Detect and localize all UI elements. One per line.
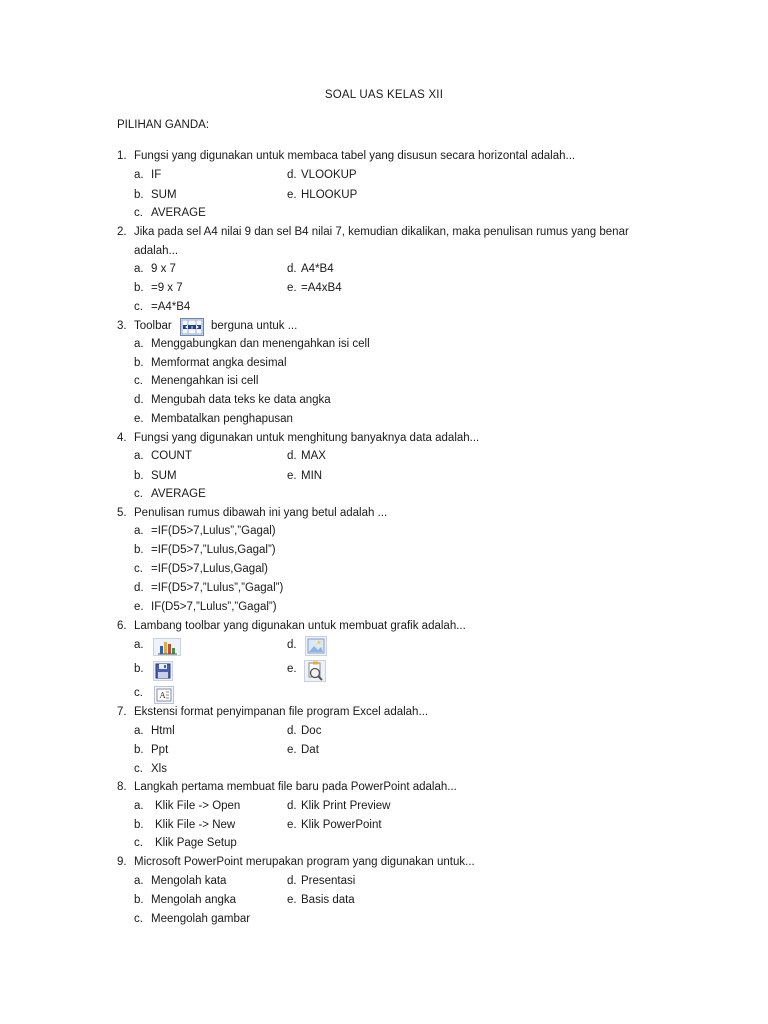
option-d: Mengubah data teks ke data angka bbox=[151, 394, 331, 406]
option-letter: e. bbox=[287, 282, 297, 294]
option-a: IF bbox=[151, 169, 162, 181]
option-letter: c. bbox=[134, 301, 143, 313]
option-letter: d. bbox=[287, 263, 297, 275]
question-number: 6. bbox=[117, 620, 127, 632]
option-letter: d. bbox=[287, 169, 297, 181]
option-b: SUM bbox=[151, 189, 177, 201]
question-number: 9. bbox=[117, 856, 127, 868]
question-text: Microsoft PowerPoint merupakan program yang digunakan untuk... bbox=[134, 856, 475, 868]
option-letter: e. bbox=[287, 819, 297, 831]
question-text: Lambang toolbar yang digunakan untuk membuat grafik adalah... bbox=[134, 620, 466, 632]
option-b: Mengolah angka bbox=[151, 894, 237, 906]
option-a: COUNT bbox=[151, 450, 192, 462]
option-letter: c. bbox=[134, 488, 143, 500]
option-letter: c. bbox=[134, 913, 143, 925]
option-d: Doc bbox=[301, 725, 322, 737]
option-letter: b. bbox=[134, 744, 144, 756]
option-letter: b. bbox=[134, 357, 144, 369]
option-e: Klik PowerPoint bbox=[301, 819, 382, 831]
question-text: Ekstensi format penyimpanan file program Excel adalah... bbox=[134, 706, 429, 718]
text-box-icon bbox=[154, 686, 174, 707]
question-number: 8. bbox=[117, 781, 127, 793]
section-title: PILIHAN GANDA: bbox=[117, 119, 210, 131]
option-letter: a. bbox=[134, 450, 144, 462]
merge-and-center-icon bbox=[180, 318, 204, 339]
option-a: Klik File -> Open bbox=[155, 800, 241, 812]
question-number: 2. bbox=[117, 226, 127, 238]
option-c: Klik Page Setup bbox=[155, 837, 237, 849]
question-number: 4. bbox=[117, 432, 127, 444]
question-text: Fungsi yang digunakan untuk membaca tabel yang disusun secara horizontal adalah... bbox=[134, 150, 576, 162]
svg-text:A: A bbox=[159, 691, 166, 700]
option-letter: c. bbox=[134, 763, 143, 775]
option-letter: d. bbox=[134, 582, 144, 594]
question-text: Toolbar bbox=[134, 320, 172, 332]
option-b: Ppt bbox=[151, 744, 169, 756]
option-letter: a. bbox=[134, 263, 144, 275]
option-letter: b. bbox=[134, 663, 144, 675]
option-a: Mengolah kata bbox=[151, 875, 227, 887]
option-letter: a. bbox=[134, 525, 144, 537]
question-text-continued: berguna untuk ... bbox=[211, 320, 298, 332]
question-number: 1. bbox=[117, 150, 127, 162]
option-c: Xls bbox=[151, 763, 167, 775]
option-letter: e. bbox=[287, 189, 297, 201]
option-a: =IF(D5>7,Lulus”,”Gagal) bbox=[151, 525, 276, 537]
option-e: MIN bbox=[301, 470, 323, 482]
option-d: =IF(D5>7,”Lulus”,”Gagal”) bbox=[151, 582, 284, 594]
option-letter: c. bbox=[134, 837, 143, 849]
question-text: Penulisan rumus dibawah ini yang betul adalah ... bbox=[134, 507, 388, 519]
option-letter: b. bbox=[134, 819, 144, 831]
option-letter: e. bbox=[287, 470, 297, 482]
option-letter: d. bbox=[134, 394, 144, 406]
option-a: 9 x 7 bbox=[151, 263, 176, 275]
option-b: =IF(D5>7,”Lulus,Gagal”) bbox=[151, 544, 276, 556]
option-b: Klik File -> New bbox=[155, 819, 236, 831]
option-letter: c. bbox=[134, 563, 143, 575]
option-letter: d. bbox=[287, 800, 297, 812]
option-letter: a. bbox=[134, 800, 144, 812]
option-d: A4*B4 bbox=[301, 263, 334, 275]
option-a: Html bbox=[151, 725, 175, 737]
option-letter: a. bbox=[134, 875, 144, 887]
question-text-continued: adalah... bbox=[134, 245, 179, 257]
option-e: Dat bbox=[301, 744, 319, 756]
option-a: Menggabungkan dan menengahkan isi cell bbox=[151, 338, 370, 350]
insert-picture-icon bbox=[305, 636, 327, 659]
option-letter: a. bbox=[134, 725, 144, 737]
option-letter: b. bbox=[134, 894, 144, 906]
option-letter: d. bbox=[287, 875, 297, 887]
option-letter: b. bbox=[134, 282, 144, 294]
option-c: Menengahkan isi cell bbox=[151, 375, 259, 387]
option-c: AVERAGE bbox=[151, 207, 206, 219]
option-letter: c. bbox=[134, 687, 143, 699]
option-c: Meengolah gambar bbox=[151, 913, 251, 925]
option-letter: e. bbox=[287, 663, 297, 675]
option-letter: c. bbox=[134, 375, 143, 387]
save-disk-icon bbox=[153, 661, 173, 684]
page-title: SOAL UAS KELAS XII bbox=[324, 89, 444, 101]
option-c: AVERAGE bbox=[151, 488, 206, 500]
option-d: MAX bbox=[301, 450, 326, 462]
svg-text:a: a bbox=[190, 324, 194, 330]
option-letter: d. bbox=[287, 725, 297, 737]
option-b: =9 x 7 bbox=[151, 282, 183, 294]
option-e: =A4xB4 bbox=[301, 282, 342, 294]
option-letter: b. bbox=[134, 470, 144, 482]
question-text: Langkah pertama membuat file baru pada PowerPoint adalah... bbox=[134, 781, 457, 793]
option-letter: b. bbox=[134, 544, 144, 556]
option-b: Memformat angka desimal bbox=[151, 357, 287, 369]
option-c: =IF(D5>7,Lulus,Gagal) bbox=[151, 563, 268, 575]
option-letter: e. bbox=[134, 601, 144, 613]
question-number: 5. bbox=[117, 507, 127, 519]
question-text: Jika pada sel A4 nilai 9 dan sel B4 nilai 7, kemudian dikalikan, maka penulisan rumus yang benar bbox=[134, 226, 629, 238]
question-text: Fungsi yang digunakan untuk menghitung banyaknya data adalah... bbox=[134, 432, 480, 444]
option-e: Membatalkan penghapusan bbox=[151, 413, 293, 425]
option-e: IF(D5>7,”Lulus”,”Gagal”) bbox=[151, 601, 277, 613]
option-letter: e. bbox=[287, 744, 297, 756]
option-letter: d. bbox=[287, 450, 297, 462]
option-b: SUM bbox=[151, 470, 177, 482]
option-letter: b. bbox=[134, 189, 144, 201]
option-d: Klik Print Preview bbox=[301, 800, 391, 812]
option-c: =A4*B4 bbox=[151, 301, 191, 313]
chart-wizard-icon bbox=[153, 638, 181, 659]
option-letter: e. bbox=[134, 413, 144, 425]
option-letter: a. bbox=[134, 639, 144, 651]
option-letter: d. bbox=[287, 639, 297, 651]
question-number: 7. bbox=[117, 706, 127, 718]
question-number: 3. bbox=[117, 320, 127, 332]
option-letter: a. bbox=[134, 169, 144, 181]
option-letter: e. bbox=[287, 894, 297, 906]
option-e: Basis data bbox=[301, 894, 355, 906]
option-d: Presentasi bbox=[301, 875, 356, 887]
option-letter: c. bbox=[134, 207, 143, 219]
option-d: VLOOKUP bbox=[301, 169, 357, 181]
print-preview-icon bbox=[304, 660, 326, 685]
option-letter: a. bbox=[134, 338, 144, 350]
option-e: HLOOKUP bbox=[301, 189, 358, 201]
